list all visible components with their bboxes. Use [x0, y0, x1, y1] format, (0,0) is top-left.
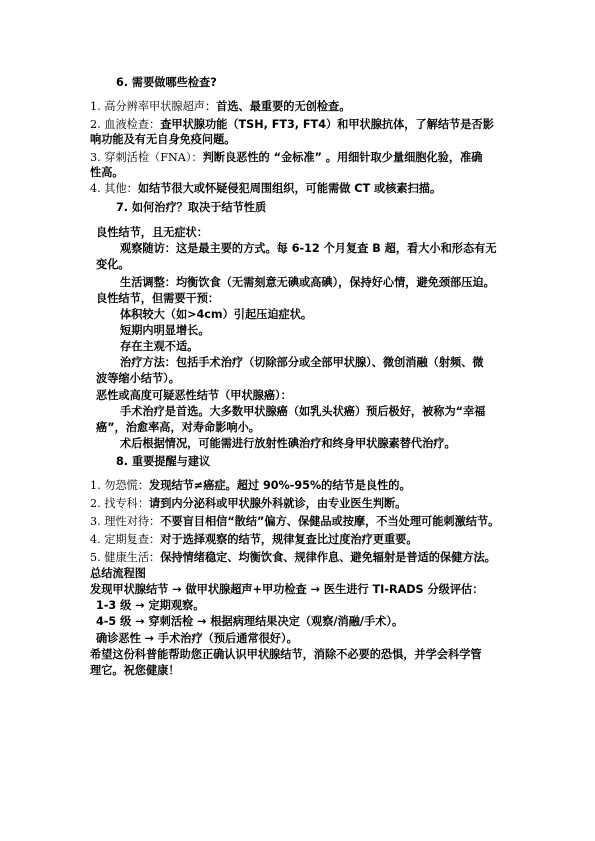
item-label: 高分辨率甲状腺超声：	[104, 100, 217, 113]
item-label: 血液检查：	[104, 118, 161, 131]
item-number: 5.	[90, 551, 101, 564]
paragraph-line: 术后根据情况，可能需进行放射性碘治疗和终身甲状腺素替代治疗。	[120, 437, 456, 450]
flow-line: 4-5 级 → 穿刺活检 → 根据病理结果决定（观察/消融/手术）。	[96, 615, 404, 628]
item-number: 3.	[90, 515, 101, 528]
list-item	[90, 118, 494, 132]
list-item	[90, 182, 441, 196]
list-item	[90, 479, 411, 493]
paragraph-line: 短期内明显增长。	[120, 324, 210, 337]
paragraph-line: 变化。	[96, 258, 130, 271]
item-number: 2.	[90, 118, 101, 131]
item-text-cont: 响功能及有无自身免疫问题。	[90, 133, 236, 146]
list-item	[90, 100, 350, 114]
paragraph-line: 生活调整：均衡饮食（无需刻意无碘或高碘），保持好心情，避免颈部压迫。	[120, 276, 495, 289]
section-7-heading: 7. 如何治疗？取决于结节性质	[116, 201, 267, 214]
paragraph-line: 手术治疗是首选。大多数甲状腺癌（如乳头状癌）预后极好，被称为“幸福	[120, 405, 486, 418]
item-text: 首选、最重要的无创检查。	[216, 100, 351, 113]
item-label: 健康生活：	[104, 551, 161, 564]
item-label: 勿恐慌：	[104, 479, 150, 492]
paragraph-line: 观察随访：这是最主要的方式。每 6-12 个月复查 B 超，看大小和形态有无	[120, 242, 497, 255]
item-text: 保持情绪稳定、均衡饮食、规律作息、避免辐射是普适的保健方法。	[160, 551, 496, 564]
list-item	[90, 533, 418, 547]
section-6-heading: 6. 需要做哪些检查?	[116, 76, 217, 89]
item-text: 对于选择观察的结节，规律复查比过度治疗更重要。	[160, 533, 418, 546]
item-label: 找专科：	[104, 497, 150, 510]
item-number: 4.	[90, 533, 101, 546]
paragraph-line: 癌”，治愈率高，对寿命影响小。	[96, 421, 260, 434]
item-number: 1.	[90, 479, 101, 492]
item-number: 1.	[90, 100, 101, 113]
item-label: 理性对待：	[104, 515, 161, 528]
item-text: 发现结节≠癌症。超过 90%-95%的结节是良性的。	[149, 479, 411, 492]
item-text: 如结节很大或怀疑侵犯周围组织，可能需做 CT 或核素扫描。	[137, 182, 442, 195]
flow-line: 1-3 级 → 定期观察。	[96, 599, 205, 612]
subsection-title: 良性结节，但需要干预：	[96, 292, 220, 305]
item-label: 定期复查：	[104, 533, 161, 546]
item-text: 请到内分泌科或甲状腺外科就诊，由专业医生判断。	[149, 497, 407, 510]
item-text-cont: 性高。	[90, 166, 124, 179]
flow-line: 发现甲状腺结节 → 做甲状腺超声+甲功检查 → 医生进行 TI-RADS 分级评估：	[90, 583, 484, 596]
list-item	[90, 151, 482, 165]
item-label: 穿刺活检（FNA）：	[104, 151, 203, 164]
closing-line: 理它。祝您健康！	[90, 664, 180, 677]
list-item	[90, 551, 496, 565]
flow-line: 确诊恶性 → 手术治疗（预后通常很好）。	[96, 632, 298, 645]
item-text: 判断良恶性的 “金标准” 。用细针取少量细胞化验，准确	[202, 151, 483, 164]
item-label: 其他：	[104, 182, 138, 195]
list-item	[90, 497, 406, 511]
subsection-title: 良性结节，且无症状：	[96, 226, 208, 239]
list-item	[90, 515, 499, 529]
paragraph-line: 治疗方法：包括手术治疗（切除部分或全部甲状腺）、微创消融（射频、微	[120, 356, 484, 369]
paragraph-line: 存在主观不适。	[120, 340, 199, 353]
item-number: 4.	[90, 182, 101, 195]
paragraph-line: 体积较大（如>4cm）引起压迫症状。	[120, 308, 313, 321]
flow-title: 总结流程图	[90, 567, 146, 580]
item-number: 3.	[90, 151, 101, 164]
item-text: 查甲状腺功能（TSH, FT3, FT4）和甲状腺抗体，了解结节是否影	[160, 118, 494, 131]
paragraph-line: 波等缩小结节）。	[96, 372, 180, 385]
item-number: 2.	[90, 497, 101, 510]
closing-line: 希望这份科普能帮助您正确认识甲状腺结节，消除不必要的恐惧，并学会科学管	[90, 648, 482, 661]
section-8-heading: 8. 重要提醒与建议	[116, 455, 211, 468]
item-text: 不要盲目相信“散结”偏方、保健品或按摩，不当处理可能刺激结节。	[160, 515, 500, 528]
subsection-title: 恶性或高度可疑恶性结节（甲状腺癌）：	[96, 389, 292, 402]
